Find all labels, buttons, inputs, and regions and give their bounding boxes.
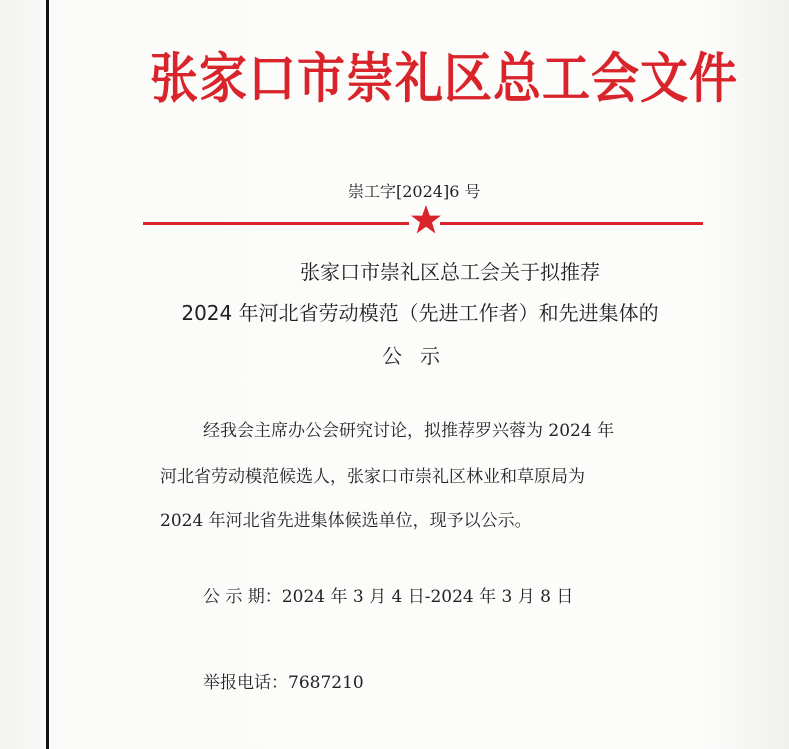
star-icon [410,204,442,236]
notice-title-line-3: 公示 [382,344,458,368]
body-line-3: 2024 年河北省先进集体候选单位，现予以公示。 [160,511,532,531]
document-header-title: 张家口市崇礼区总工会文件 [150,47,739,111]
notice-title-line-2: 2024 年河北省劳动模范（先进工作者）和先进集体的 [181,301,659,325]
publicity-period: 公 示 期：2024 年 3 月 4 日-2024 年 3 月 8 日 [203,587,574,607]
body-line-2: 河北省劳动模范候选人，张家口市崇礼区林业和草原局为 [160,467,585,487]
header-rule-left [143,222,409,225]
binding-line [46,0,49,749]
report-hotline-label: 举报电话： [203,673,288,693]
notice-title-line-1: 张家口市崇礼区总工会关于拟推荐 [300,260,600,284]
header-rule-right [440,222,703,225]
body-line-1: 经我会主席办公会研究讨论，拟推荐罗兴蓉为 2024 年 [203,421,615,441]
report-hotline [203,672,364,694]
document-number: 崇工字[2024]6 号 [348,182,481,201]
report-hotline-number: 7687210 [288,673,364,693]
